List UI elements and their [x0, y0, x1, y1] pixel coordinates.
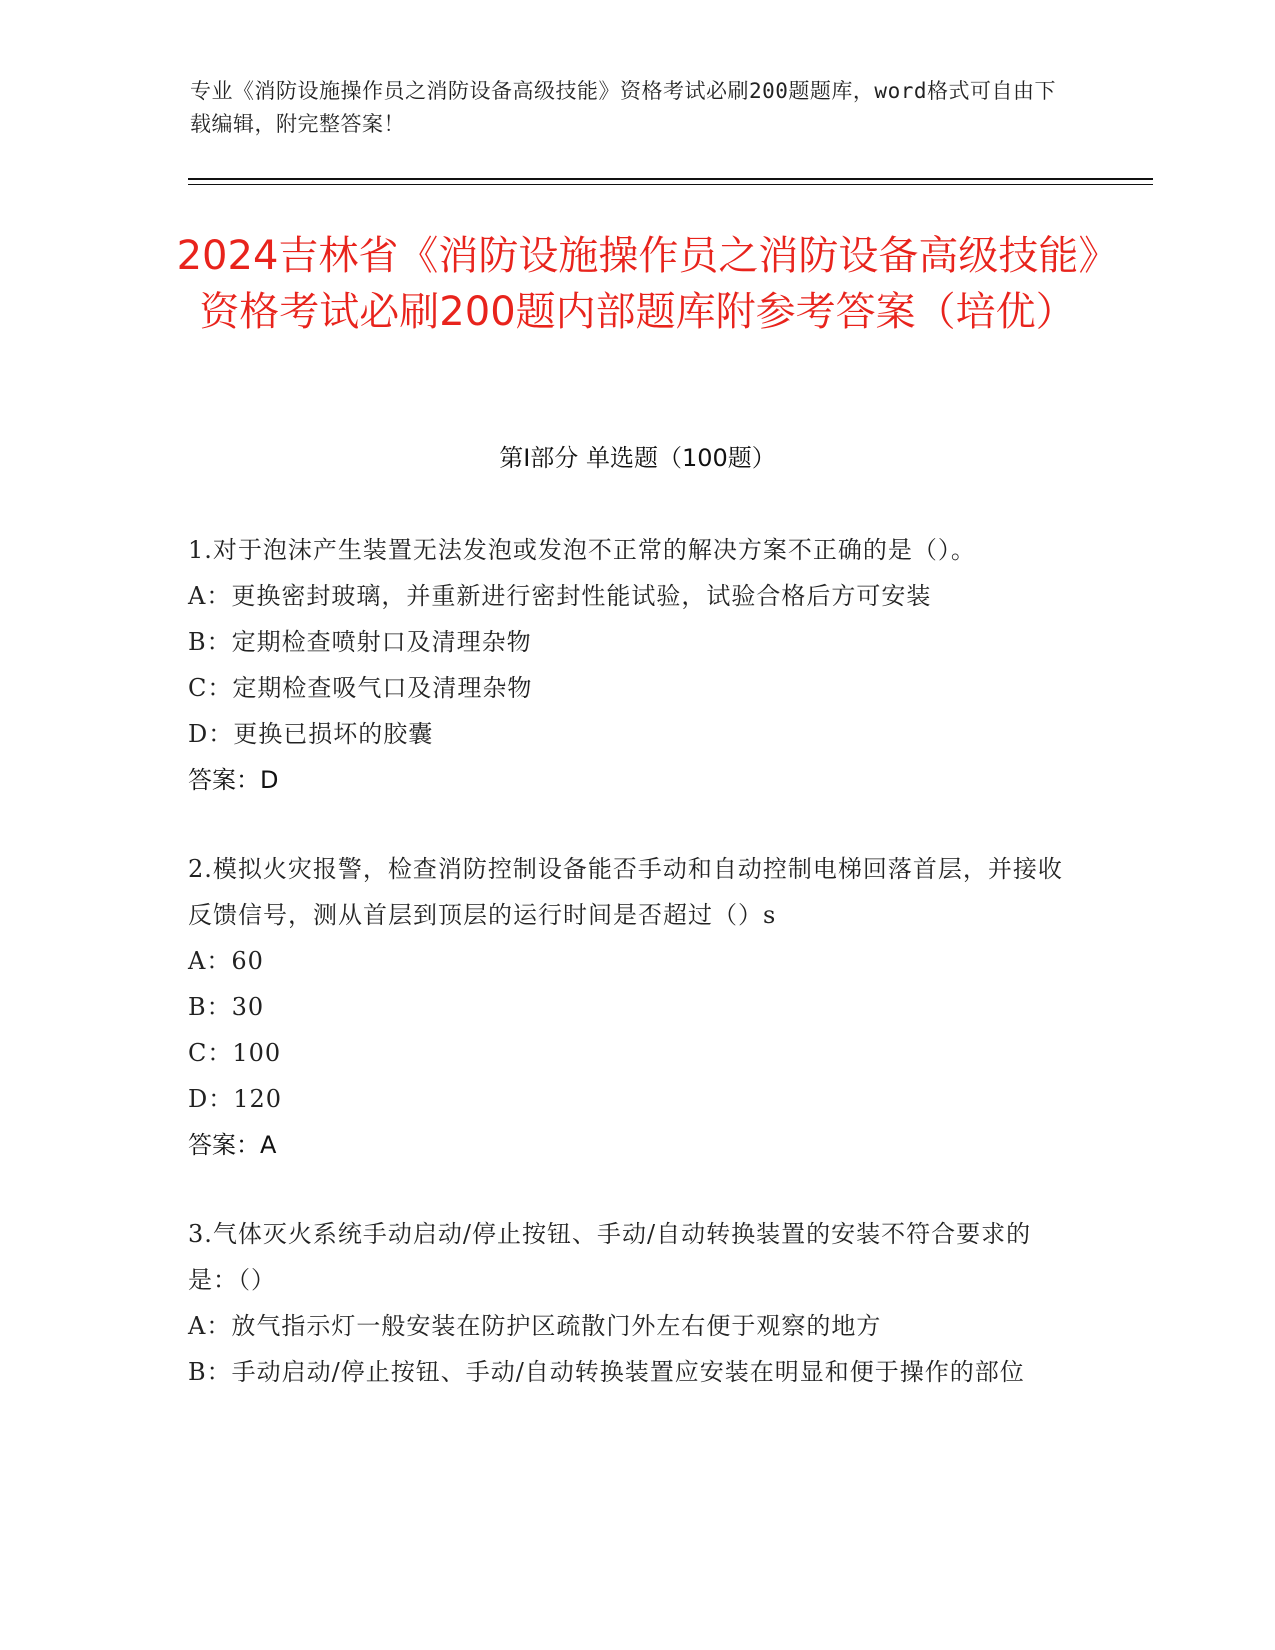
question-stem: 1.对于泡沫产生装置无法发泡或发泡不正常的解决方案不正确的是（）。: [188, 536, 976, 564]
option-a: A：更换密封玻璃，并重新进行密封性能试验，试验合格后方可安装: [188, 582, 932, 610]
option-c: C：100: [188, 1039, 282, 1067]
option-d: D：120: [188, 1085, 283, 1113]
section-title: 第I部分 单选题（100题）: [499, 444, 776, 472]
header-rule-thick: [188, 178, 1153, 180]
option-b: B：手动启动/停止按钮、手动/自动转换装置应安装在明显和便于操作的部位: [188, 1358, 1025, 1386]
question-3: [188, 1211, 1068, 1395]
option-b: B：30: [188, 993, 265, 1021]
option-a: A：60: [188, 947, 264, 975]
document-title: 2024吉林省《消防设施操作员之消防设备高级技能》资格考试必刷200题内部题库附参考答案（培优）: [176, 233, 1099, 335]
option-c: C：定期检查吸气口及清理杂物: [188, 674, 533, 702]
question-stem: 3.气体灭火系统手动启动/停止按钮、手动/自动转换装置的安装不符合要求的是：（）: [188, 1220, 1032, 1294]
header-note: 专业《消防设施操作员之消防设备高级技能》资格考试必刷200题题库，word格式可自由下载编辑，附完整答案！: [190, 79, 1056, 136]
option-a: A：放气指示灯一般安装在防护区疏散门外左右便于观察的地方: [188, 1312, 882, 1340]
header-rule-thin: [188, 184, 1153, 185]
question-stem: 2.模拟火灾报警，检查消防控制设备能否手动和自动控制电梯回落首层，并接收反馈信号，测从首层到顶层的运行时间是否超过（）s: [188, 855, 1063, 929]
option-b: B：定期检查喷射口及清理杂物: [188, 628, 532, 656]
answer: 答案：D: [188, 766, 279, 794]
question-1: [188, 527, 1068, 803]
question-list: [188, 527, 1068, 1438]
question-2: [188, 846, 1068, 1168]
option-d: D：更换已损坏的胶囊: [188, 720, 434, 748]
answer: 答案：A: [188, 1131, 277, 1159]
